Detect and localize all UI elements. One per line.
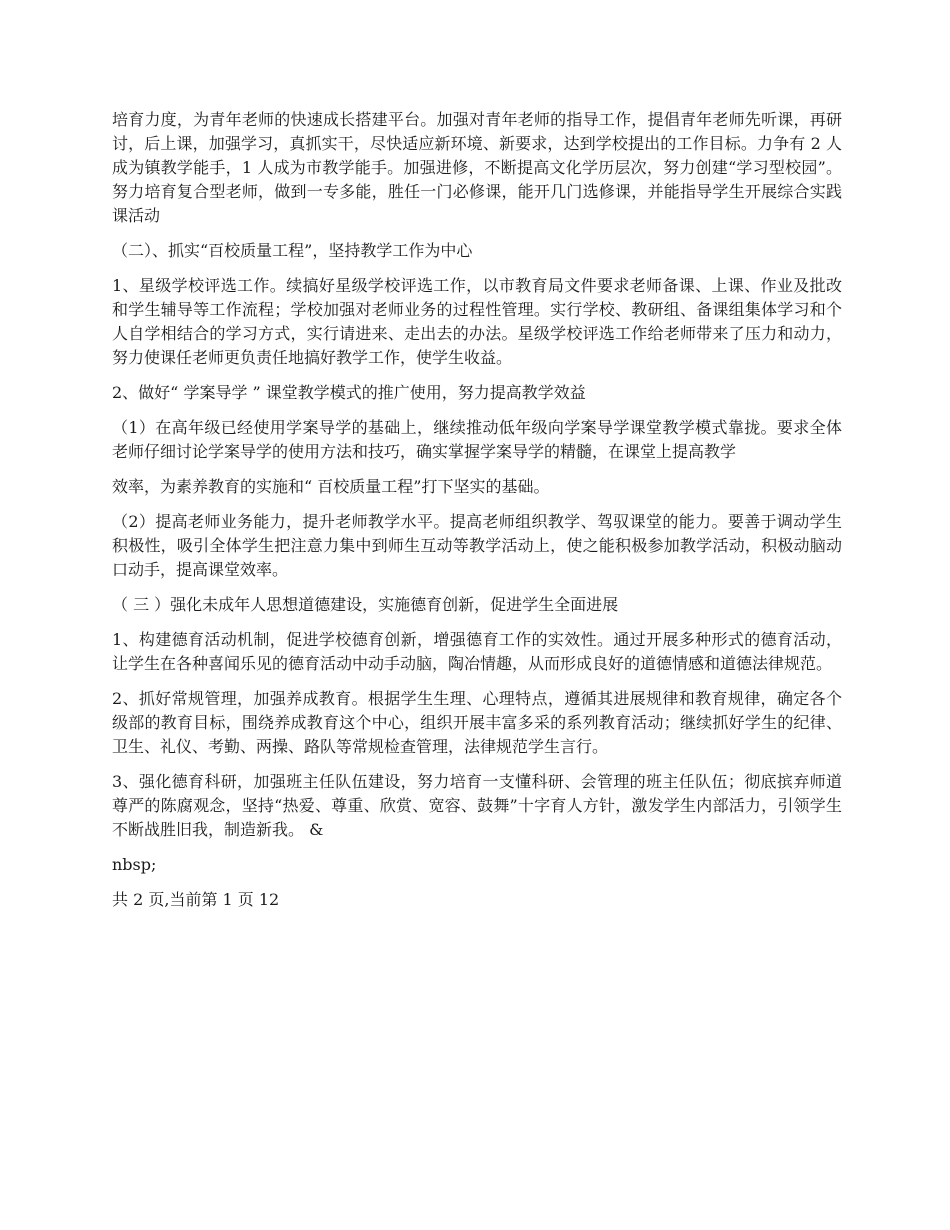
paragraph-moral-mechanism: 1、构建德育活动机制，促进学校德育创新，增强德育工作的实效性。通过开展多种形式的德育活动，让学生在各种喜闻乐见的德育活动中动手动脑，陶冶情趣，从而形成良好的道德情感和道德法律规范。: [112, 630, 842, 673]
paragraph-nbsp-fragment: nbsp;: [112, 855, 157, 874]
section-heading-2: （二）、抓实“百校质量工程”，坚持教学工作为中心: [112, 241, 473, 260]
paragraph-item-1: （1）在高年级已经使用学案导学的基础上，继续推动低年级向学案导学课堂教学模式靠拢。要求全体老师仔细讨论学案导学的使用方法和技巧，确实掌握学案导学的精髓，在课堂上提高教学: [112, 418, 842, 461]
paragraph-star-school: 1、星级学校评选工作。续搞好星级学校评选工作，以市教育局文件要求老师备课、上课、作业及批改和学生辅导等工作流程；学校加强对老师业务的过程性管理。实行学校、教研组、备课组集体学习和个人自学相结合的学习方式，实行请进来、走出去的办法。星级学校评选工作给老师带来了压力和动力，努力使课任老师更负责任地搞好教学工作，使学生收益。: [112, 276, 842, 367]
page-indicator: 共 2 页,当前第 1 页 12: [112, 890, 280, 909]
paragraph-item-2: （2）提高老师业务能力，提升老师教学水平。提高老师组织教学、驾驭课堂的能力。要善于调动学生积极性，吸引全体学生把注意力集中到师生互动等教学活动上，使之能积极参加教学活动，积极动脑动口动手，提高课堂效率。: [112, 512, 842, 579]
paragraph-case-guided-learning: 2、做好“ 学案导学 ” 课堂教学模式的推广使用，努力提高教学效益: [112, 383, 586, 402]
document-page: [112, 108, 842, 923]
paragraph-efficiency: 效率，为素养教育的实施和“ 百校质量工程”打下坚实的基础。: [112, 477, 550, 496]
paragraph-teacher-training: 培育力度，为青年老师的快速成长搭建平台。加强对青年老师的指导工作，提倡青年老师先听课，再研讨，后上课，加强学习，真抓实干，尽快适应新环境、新要求，达到学校提出的工作目标。力争有 2 人成为镇教学能手，1 人成为市教学能手。加强进修，不断提高文化学历层次，努力创建“学习型校园”。努力培育复合型老师，做到一专多能，胜任一门必修课，能开几门选修课，并能指导学生开展综合实践课活动: [112, 110, 842, 225]
paragraph-routine-management: 2、抓好常规管理，加强养成教育。根据学生生理、心理特点，遵循其进展规律和教育规律，确定各个级部的教育目标，围绕养成教育这个中心，组织开展丰富多采的系列教育活动；继续抓好学生的纪律、卫生、礼仪、考勤、两操、路队等常规检查管理，法律规范学生言行。: [112, 689, 842, 756]
paragraph-moral-research: 3、强化德育科研，加强班主任队伍建设，努力培育一支懂科研、会管理的班主任队伍；彻底摈弃师道尊严的陈腐观念，坚持“热爱、尊重、欣赏、宽容、鼓舞”十字育人方针，激发学生内部活力，引领学生不断战胜旧我，制造新我。 &: [112, 772, 842, 839]
section-heading-3: （ 三 ）强化未成年人思想道德建设，实施德育创新，促进学生全面进展: [112, 595, 619, 614]
